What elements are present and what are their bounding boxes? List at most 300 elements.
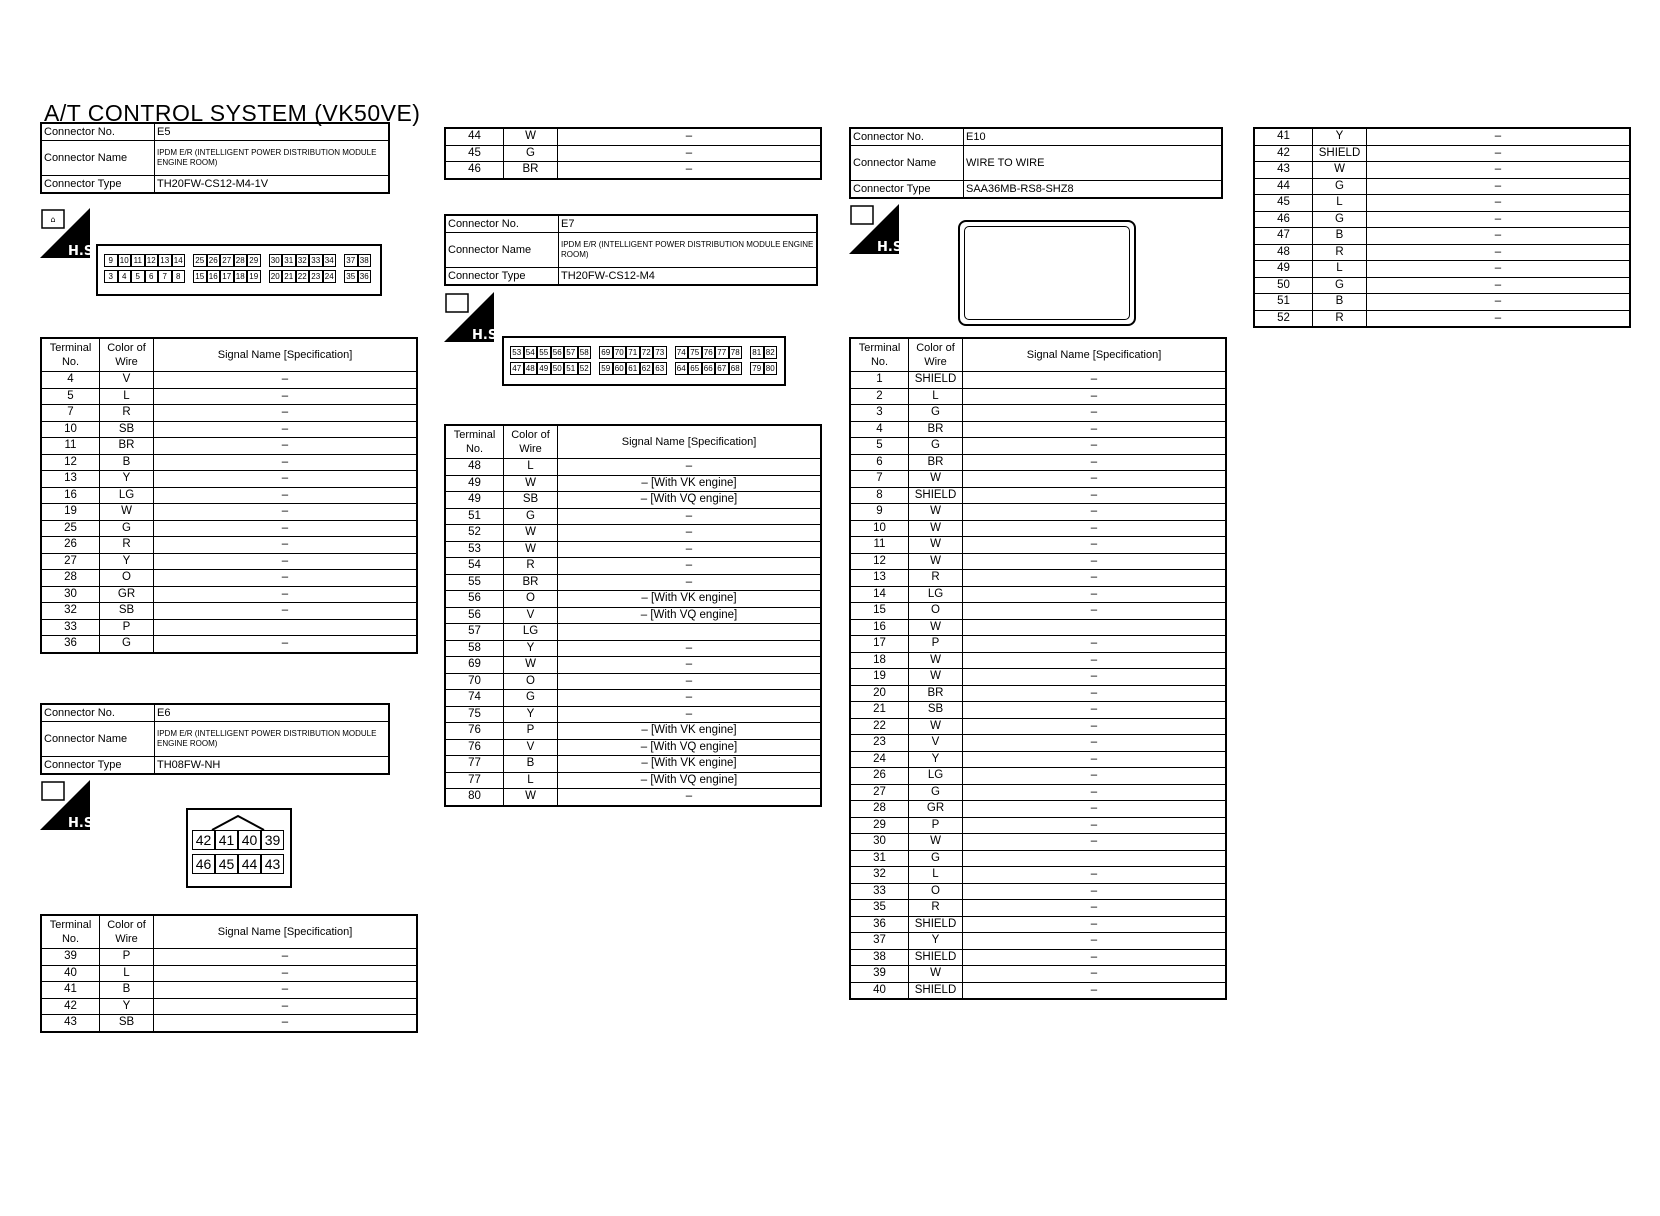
terminal-no-cell: 27	[41, 553, 100, 570]
table-row	[850, 405, 1226, 422]
terminal-no-cell: 2	[850, 388, 909, 405]
connector-pin: 7	[158, 270, 172, 283]
signal-name-cell: –	[963, 652, 1227, 669]
table-row	[41, 636, 417, 653]
connector-pin: 33	[309, 254, 323, 267]
terminal-no-cell: 17	[850, 636, 909, 653]
signal-name-cell: –	[154, 603, 418, 620]
wire-color-cell: SB	[504, 492, 558, 509]
terminal-no-cell: 80	[445, 789, 504, 806]
terminal-no-cell: 58	[445, 640, 504, 657]
connector-pin: 3	[104, 270, 118, 283]
connector-no-label: Connector No.	[41, 704, 155, 722]
terminal-no-cell: 41	[1254, 128, 1313, 145]
signal-name-cell: –	[1367, 261, 1631, 278]
terminal-no-cell: 35	[850, 900, 909, 917]
terminal-no-cell: 20	[850, 685, 909, 702]
wire-color-cell: BR	[909, 421, 963, 438]
table-row	[1254, 261, 1630, 278]
signal-name-cell: –	[963, 388, 1227, 405]
table-row	[850, 619, 1226, 636]
table-row	[445, 690, 821, 707]
wire-color-cell: SB	[100, 603, 154, 620]
wire-color-cell: L	[100, 388, 154, 405]
table-row	[41, 520, 417, 537]
table-row	[41, 553, 417, 570]
terminal-no-cell: 46	[1254, 211, 1313, 228]
connector-pin: 58	[578, 346, 592, 359]
connector-type-label: Connector Type	[41, 176, 155, 194]
table-row	[1254, 195, 1630, 212]
wire-color-cell: B	[1313, 228, 1367, 245]
table-row	[445, 492, 821, 509]
signal-name-cell: – [With VK engine]	[558, 475, 822, 492]
connector-pin: 78	[729, 346, 743, 359]
terminal-no-cell: 42	[41, 998, 100, 1015]
signal-name-cell: – [With VK engine]	[558, 756, 822, 773]
connector-pin: 57	[564, 346, 578, 359]
e7-connector-name: IPDM E/R (INTELLIGENT POWER DISTRIBUTION MODULE ENGINE ROOM)	[559, 233, 818, 268]
connector-pin: 44	[238, 854, 261, 874]
terminal-no-cell: 51	[445, 508, 504, 525]
connector-pin: 73	[653, 346, 667, 359]
wire-color-cell: W	[504, 657, 558, 674]
wire-color-cell: R	[1313, 244, 1367, 261]
table-row	[850, 883, 1226, 900]
connector-pin: 69	[599, 346, 613, 359]
connector-pin: 11	[131, 254, 145, 267]
hs-icon	[40, 780, 99, 831]
wire-color-cell: W	[909, 652, 963, 669]
connector-pin: 79	[750, 362, 764, 375]
terminal-no-cell: 51	[1254, 294, 1313, 311]
connector-pin: 41	[215, 830, 238, 850]
signal-name-cell: –	[963, 817, 1227, 834]
connector-pin: 76	[702, 346, 716, 359]
table-row	[850, 504, 1226, 521]
table-row	[850, 817, 1226, 834]
table-row	[850, 669, 1226, 686]
connector-pin: 66	[702, 362, 716, 375]
table-row	[850, 900, 1226, 917]
signal-name-cell: –	[1367, 145, 1631, 162]
terminal-no-cell: 49	[1254, 261, 1313, 278]
e10-connector-type: SAA36MB-RS8-SHZ8	[964, 181, 1223, 199]
e10-connector-diagram	[958, 220, 1136, 326]
table-row	[41, 586, 417, 603]
connector-pin: 34	[323, 254, 337, 267]
connector-type-label: Connector Type	[445, 268, 559, 286]
e10-connector-name: WIRE TO WIRE	[964, 146, 1223, 181]
table-row	[41, 537, 417, 554]
signal-name-cell	[963, 619, 1227, 636]
connector-pin: 27	[220, 254, 234, 267]
connector-pin: 77	[715, 346, 729, 359]
wire-color-cell: W	[1313, 162, 1367, 179]
table-row	[445, 739, 821, 756]
connector-pin: 16	[207, 270, 221, 283]
terminal-no-cell: 11	[850, 537, 909, 554]
connector-pin: 71	[626, 346, 640, 359]
hs-label: H.S.	[68, 244, 99, 259]
e10-continued-table	[1253, 127, 1631, 328]
signal-name-cell: –	[963, 702, 1227, 719]
table-row	[850, 636, 1226, 653]
e6-connector-name: IPDM E/R (INTELLIGENT POWER DISTRIBUTION MODULE ENGINE ROOM)	[155, 722, 390, 757]
table-row	[445, 558, 821, 575]
wire-color-cell: BR	[100, 438, 154, 455]
signal-name-cell: –	[154, 965, 418, 982]
terminal-no-cell: 21	[850, 702, 909, 719]
connector-pin: 38	[358, 254, 372, 267]
signal-name-cell: –	[558, 459, 822, 476]
table-row	[41, 570, 417, 587]
signal-name-cell: –	[963, 454, 1227, 471]
connector-no-label: Connector No.	[850, 128, 964, 146]
connector-pin: 18	[234, 270, 248, 283]
table-row	[445, 591, 821, 608]
signal-name-cell: –	[558, 657, 822, 674]
table-row	[445, 756, 821, 773]
signal-name-cell: – [With VK engine]	[558, 591, 822, 608]
connector-pin: 24	[323, 270, 337, 283]
e7-terminal-table	[444, 424, 822, 807]
terminal-no-cell: 30	[41, 586, 100, 603]
table-row	[445, 640, 821, 657]
connector-pin: 61	[626, 362, 640, 375]
connector-pin: 60	[613, 362, 627, 375]
signal-name-cell: – [With VQ engine]	[558, 607, 822, 624]
connector-pin: 4	[118, 270, 132, 283]
terminal-no-cell: 49	[445, 492, 504, 509]
table-row	[445, 624, 821, 641]
hs-icon	[40, 208, 99, 259]
connector-pin: 14	[172, 254, 186, 267]
wire-color-cell: V	[504, 739, 558, 756]
e7-connector-diagram	[502, 336, 786, 386]
e5-connector-type: TH20FW-CS12-M4-1V	[155, 176, 390, 194]
signal-name-cell: –	[963, 685, 1227, 702]
color-header: Color of Wire	[504, 425, 558, 459]
connector-pin: 62	[640, 362, 654, 375]
wire-color-cell: W	[909, 537, 963, 554]
color-header: Color of Wire	[100, 915, 154, 949]
signal-name-cell: – [With VQ engine]	[558, 492, 822, 509]
connector-pin: 72	[640, 346, 654, 359]
signal-name-cell: –	[558, 541, 822, 558]
connector-name-label: Connector Name	[445, 233, 559, 268]
table-row	[445, 541, 821, 558]
terminal-no-cell: 69	[445, 657, 504, 674]
terminal-no-cell: 48	[445, 459, 504, 476]
terminal-no-cell: 13	[850, 570, 909, 587]
signal-name-cell: –	[963, 520, 1227, 537]
wire-color-cell: SHIELD	[909, 916, 963, 933]
signal-name-cell: –	[1367, 228, 1631, 245]
terminal-no-cell: 40	[850, 982, 909, 999]
connector-pin: 52	[578, 362, 592, 375]
connector-pin: 12	[145, 254, 159, 267]
connector-no-label: Connector No.	[445, 215, 559, 233]
wire-color-cell: O	[504, 673, 558, 690]
connector-pin: 45	[215, 854, 238, 874]
terminal-no-cell: 3	[850, 405, 909, 422]
signal-name-cell: –	[963, 966, 1227, 983]
terminal-no-cell: 19	[850, 669, 909, 686]
terminal-no-cell: 18	[850, 652, 909, 669]
signal-name-cell: –	[154, 487, 418, 504]
wire-color-cell: L	[100, 965, 154, 982]
terminal-no-cell: 13	[41, 471, 100, 488]
wire-color-cell: P	[909, 636, 963, 653]
table-row	[850, 471, 1226, 488]
table-row	[41, 471, 417, 488]
table-row	[850, 438, 1226, 455]
wire-color-cell: W	[504, 475, 558, 492]
page-title: A/T CONTROL SYSTEM (VK50VE)	[44, 100, 421, 126]
e7-connector-no: E7	[559, 215, 818, 233]
signal-name-cell: –	[154, 537, 418, 554]
terminal-no-cell: 37	[850, 933, 909, 950]
hs-label: H.S.	[877, 240, 908, 255]
signal-name-cell: –	[963, 735, 1227, 752]
table-row	[850, 553, 1226, 570]
wire-color-cell: P	[100, 949, 154, 966]
table-row	[850, 702, 1226, 719]
connector-pin: 20	[269, 270, 283, 283]
signal-name-cell: –	[154, 372, 418, 389]
table-row	[850, 933, 1226, 950]
signal-header: Signal Name [Specification]	[154, 915, 418, 949]
wire-color-cell: W	[504, 789, 558, 806]
wire-color-cell: W	[909, 504, 963, 521]
wire-color-cell: W	[504, 128, 558, 145]
terminal-no-cell: 74	[445, 690, 504, 707]
signal-name-cell: –	[963, 982, 1227, 999]
connector-pin: 54	[524, 346, 538, 359]
terminal-no-cell: 52	[1254, 310, 1313, 327]
terminal-no-cell: 42	[1254, 145, 1313, 162]
wire-color-cell: R	[1313, 310, 1367, 327]
wire-color-cell: W	[504, 525, 558, 542]
wire-color-cell: SHIELD	[1313, 145, 1367, 162]
connector-pin: 26	[207, 254, 221, 267]
signal-name-cell	[963, 850, 1227, 867]
table-row	[445, 607, 821, 624]
terminal-no-cell: 28	[850, 801, 909, 818]
table-row	[850, 652, 1226, 669]
connector-pin: 36	[358, 270, 372, 283]
wire-color-cell: B	[1313, 294, 1367, 311]
terminal-no-cell: 40	[41, 965, 100, 982]
table-row	[1254, 228, 1630, 245]
wire-color-cell: G	[1313, 211, 1367, 228]
wire-color-cell: P	[100, 619, 154, 636]
terminal-no-cell: 10	[41, 421, 100, 438]
connector-pin: 65	[688, 362, 702, 375]
terminal-no-cell: 45	[445, 145, 504, 162]
connector-pin: 22	[296, 270, 310, 283]
hs-icon	[444, 292, 503, 343]
signal-name-cell: –	[963, 537, 1227, 554]
wire-color-cell: Y	[100, 553, 154, 570]
e6-connector-type: TH08FW-NH	[155, 757, 390, 775]
signal-header: Signal Name [Specification]	[558, 425, 822, 459]
wire-color-cell: SB	[100, 421, 154, 438]
signal-name-cell: –	[1367, 178, 1631, 195]
connector-pin: 10	[118, 254, 132, 267]
wire-color-cell: G	[100, 636, 154, 653]
signal-name-cell: –	[963, 636, 1227, 653]
wire-color-cell: G	[909, 405, 963, 422]
wire-color-cell: W	[909, 718, 963, 735]
connector-pin: 17	[220, 270, 234, 283]
terminal-no-cell: 36	[850, 916, 909, 933]
table-row	[41, 1015, 417, 1032]
table-row	[41, 965, 417, 982]
signal-name-cell: –	[558, 640, 822, 657]
signal-name-cell: –	[963, 768, 1227, 785]
e7-connector-info	[444, 214, 818, 286]
table-row	[445, 459, 821, 476]
signal-name-cell: –	[963, 438, 1227, 455]
terminal-no-cell: 8	[850, 487, 909, 504]
signal-name-cell: –	[963, 372, 1227, 389]
terminal-no-cell: 75	[445, 706, 504, 723]
signal-name-cell: –	[154, 388, 418, 405]
table-row	[445, 475, 821, 492]
terminal-no-cell: 55	[445, 574, 504, 591]
e5-connector-name: IPDM E/R (INTELLIGENT POWER DISTRIBUTION MODULE ENGINE ROOM)	[155, 141, 390, 176]
terminal-no-cell: 57	[445, 624, 504, 641]
hs-label: H.S.	[68, 816, 99, 831]
wire-color-cell: BR	[504, 162, 558, 179]
signal-name-cell: –	[558, 145, 822, 162]
connector-pin: 42	[192, 830, 215, 850]
signal-name-cell: –	[558, 508, 822, 525]
signal-name-cell: –	[558, 558, 822, 575]
connector-pin: 50	[551, 362, 565, 375]
table-row	[445, 162, 821, 179]
terminal-no-cell: 52	[445, 525, 504, 542]
connector-pin: 39	[261, 830, 284, 850]
terminal-no-cell: 19	[41, 504, 100, 521]
terminal-no-cell: 44	[1254, 178, 1313, 195]
wire-color-cell: R	[909, 570, 963, 587]
connector-pin: 81	[750, 346, 764, 359]
signal-name-cell: –	[154, 636, 418, 653]
signal-name-cell: – [With VK engine]	[558, 723, 822, 740]
signal-name-cell: –	[154, 471, 418, 488]
wire-color-cell: L	[1313, 195, 1367, 212]
signal-name-cell: –	[963, 949, 1227, 966]
connector-pin: 55	[537, 346, 551, 359]
terminal-no-cell: 45	[1254, 195, 1313, 212]
table-row	[445, 145, 821, 162]
terminal-no-cell: 16	[850, 619, 909, 636]
table-row	[850, 949, 1226, 966]
wire-color-cell: LG	[100, 487, 154, 504]
table-row	[850, 982, 1226, 999]
table-row	[445, 772, 821, 789]
wire-color-cell: G	[504, 145, 558, 162]
terminal-no-cell: 46	[445, 162, 504, 179]
table-row	[850, 768, 1226, 785]
table-row	[850, 586, 1226, 603]
table-row	[850, 867, 1226, 884]
table-row	[41, 619, 417, 636]
signal-name-cell: –	[558, 789, 822, 806]
connector-type-label: Connector Type	[41, 757, 155, 775]
e6-terminal-table	[40, 914, 418, 1033]
table-row	[850, 784, 1226, 801]
signal-name-cell: – [With VQ engine]	[558, 772, 822, 789]
e6-connector-no: E6	[155, 704, 390, 722]
terminal-no-cell: 77	[445, 772, 504, 789]
table-row	[41, 438, 417, 455]
table-row	[41, 454, 417, 471]
table-row	[445, 574, 821, 591]
wire-color-cell: LG	[909, 586, 963, 603]
wire-color-cell: Y	[100, 998, 154, 1015]
connector-type-label: Connector Type	[850, 181, 964, 199]
terminal-no-cell: 33	[850, 883, 909, 900]
signal-name-cell: –	[963, 718, 1227, 735]
terminal-no-cell: 7	[41, 405, 100, 422]
wire-color-cell: W	[909, 619, 963, 636]
terminal-no-cell: 29	[850, 817, 909, 834]
terminal-no-cell: 23	[850, 735, 909, 752]
table-row	[41, 982, 417, 999]
table-row	[850, 735, 1226, 752]
terminal-no-cell: 54	[445, 558, 504, 575]
wire-color-cell: G	[504, 508, 558, 525]
connector-pin: 47	[510, 362, 524, 375]
wire-color-cell: W	[909, 471, 963, 488]
signal-name-cell: –	[963, 586, 1227, 603]
table-row	[850, 537, 1226, 554]
wire-color-cell: BR	[504, 574, 558, 591]
terminal-no-header: Terminal No.	[41, 338, 100, 372]
wire-color-cell: G	[909, 784, 963, 801]
wire-color-cell: O	[100, 570, 154, 587]
signal-name-cell: –	[963, 867, 1227, 884]
connector-pin: 32	[296, 254, 310, 267]
table-row	[41, 372, 417, 389]
wire-color-cell: P	[909, 817, 963, 834]
wire-color-cell: W	[909, 520, 963, 537]
wire-color-cell: SHIELD	[909, 949, 963, 966]
signal-name-cell: –	[963, 916, 1227, 933]
signal-name-cell: –	[963, 933, 1227, 950]
signal-name-cell: – [With VQ engine]	[558, 739, 822, 756]
e10-terminal-table	[849, 337, 1227, 1000]
signal-name-cell: –	[558, 525, 822, 542]
signal-name-cell: –	[558, 162, 822, 179]
connector-pin: 19	[247, 270, 261, 283]
signal-name-cell: –	[154, 520, 418, 537]
connector-pin: 70	[613, 346, 627, 359]
signal-name-cell: –	[154, 553, 418, 570]
signal-name-cell: –	[963, 883, 1227, 900]
signal-name-cell: –	[1367, 195, 1631, 212]
wire-color-cell: GR	[909, 801, 963, 818]
wire-color-cell: W	[909, 834, 963, 851]
table-row	[1254, 145, 1630, 162]
connector-pin: 49	[537, 362, 551, 375]
connector-pin: 21	[282, 270, 296, 283]
signal-name-cell: –	[154, 570, 418, 587]
